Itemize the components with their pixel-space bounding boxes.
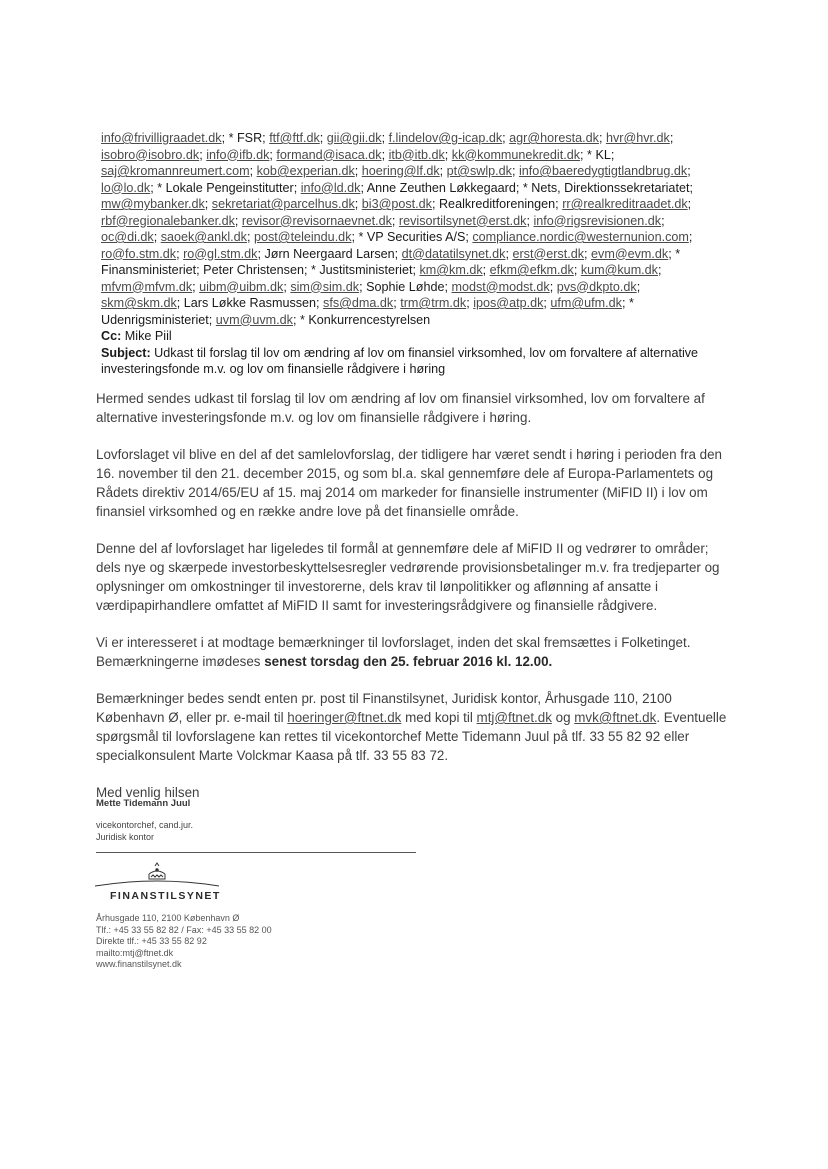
recipient-text: ; <box>669 131 674 145</box>
recipient-text: ; <box>502 131 510 145</box>
recipient-text: ; <box>354 164 362 178</box>
recipient-text: ; Anne Zeuthen Løkkegaard; * Nets, Direktionssekretariatet; <box>360 180 693 195</box>
signature-divider <box>96 852 416 854</box>
recipient-email-link[interactable]: sfs@dma.dk <box>323 296 394 310</box>
recipient-text: ; <box>636 279 641 294</box>
recipient-email-link[interactable]: mw@mybanker.dk <box>101 197 205 211</box>
letter-body <box>96 389 736 820</box>
deadline-text: Vi er interesseret i at modtage bemærkninger til lovforslaget, inden det skal fremsættes i Folketinget. Bemærkningerne imødeses <box>96 635 691 669</box>
recipient-text: ; * FSR; <box>221 131 270 145</box>
recipient-email-link[interactable]: ro@gl.stm.dk <box>183 246 258 261</box>
recipient-email-link[interactable]: info@ifb.dk <box>206 147 270 162</box>
recipient-email-link[interactable]: skm@skm.dk <box>101 296 177 310</box>
recipient-email-link[interactable]: revisortilsynet@erst.dk <box>398 213 527 228</box>
recipient-text: ; <box>543 296 551 310</box>
recipient-email-link[interactable]: ufm@ufm.dk <box>550 296 622 310</box>
recipient-text: ; <box>687 197 692 211</box>
recipient-text: ; <box>153 230 161 244</box>
recipient-text: ; <box>234 213 242 228</box>
recipient-email-link[interactable]: oc@di.dk <box>101 230 154 244</box>
cc-line <box>101 328 741 345</box>
recipient-email-link[interactable]: itb@itb.dk <box>388 147 445 162</box>
mtj-email-link[interactable]: mtj@ftnet.dk <box>476 710 552 725</box>
recipient-email-link[interactable]: kob@experian.dk <box>256 164 355 178</box>
recipient-text: ; * <box>668 246 681 261</box>
recipient-email-link[interactable]: formand@isaca.dk <box>276 147 382 162</box>
subject-text: Udkast til forslag til lov om ændring af lov om finansiel virksomhed, lov om forvaltere af alternative investeringsfonde m.v. og lov om finansielle rådgivere i høring <box>101 345 699 376</box>
recipient-text: ; Jørn Neergaard Larsen; <box>257 246 402 261</box>
submission-text-d: . Eventuelle spørgsmål til lovforslagene kan rettes til vicekontorchef Mette Tidemann Juul på tlf. 33 55 82 92 eller specialkonsulent Marte Volckmar Kaasa på tlf. 33 55 83 72. <box>96 710 727 763</box>
signature-block <box>96 798 516 843</box>
recipient-email-link[interactable]: rr@realkreditraadet.dk <box>562 197 688 211</box>
recipient-email-link[interactable]: saoek@ankl.dk <box>160 230 247 244</box>
recipient-text: ; <box>511 164 519 178</box>
recipient-email-link[interactable]: kum@kum.dk <box>580 263 658 277</box>
recipient-email-link[interactable]: revisor@revisornaevnet.dk <box>241 213 392 228</box>
recipient-text: ; <box>466 296 474 310</box>
recipient-email-link[interactable]: info@frivilligraadet.dk <box>101 131 222 145</box>
recipient-line <box>101 295 741 312</box>
recipient-email-link[interactable]: lo@lo.dk <box>101 180 151 195</box>
email-header <box>101 130 741 378</box>
recipient-email-link[interactable]: ro@fo.stm.dk <box>101 246 177 261</box>
recipient-email-link[interactable]: agr@horesta.dk <box>509 131 599 145</box>
recipient-text: ; <box>482 263 490 277</box>
recipient-line <box>101 130 741 147</box>
recipient-email-link[interactable]: km@km.dk <box>419 263 483 277</box>
paragraph-context: Lovforslaget vil blive en del af det samlelovforslag, der tidligere har været sendt i høring i perioden fra den 16. november til den 21. december 2015, og som bl.a. skal gennemføre dele af Europa-Parlamentets og Rådets direktiv 2014/65/EU af 15. maj 2014 om markeder for finansielle instrumenter (MiFID II) i lov om finansiel virksomhed og en række andre love på det finansielle område. <box>96 447 722 519</box>
signer-title: vicekontorchef, cand.jur. <box>96 820 194 830</box>
recipient-text: ; <box>246 230 254 244</box>
closing-greeting: Med venlig hilsen <box>96 785 200 800</box>
recipient-line <box>101 213 741 230</box>
recipient-email-link[interactable]: info@baeredygtigtlandbrug.dk <box>518 164 688 178</box>
recipient-email-link[interactable]: dt@datatilsynet.dk <box>401 246 506 261</box>
recipient-email-link[interactable]: efkm@efkm.dk <box>489 263 574 277</box>
deadline-date: senest torsdag den 25. februar 2016 kl. 12.00. <box>264 654 553 669</box>
recipient-email-link[interactable]: post@teleindu.dk <box>253 230 352 244</box>
cc-label: Cc: <box>101 329 122 343</box>
recipient-text: ; <box>573 263 581 277</box>
recipient-email-link[interactable]: mfvm@mfvm.dk <box>101 279 193 294</box>
recipient-text: ; * <box>621 296 634 310</box>
recipient-text: ; <box>598 131 606 145</box>
recipient-email-link[interactable]: ftf@ftf.dk <box>269 131 320 145</box>
recipient-email-link[interactable]: sekretariat@parcelhus.dk <box>211 197 355 211</box>
subject-line <box>101 345 741 378</box>
recipient-text: ; <box>319 131 327 145</box>
recipient-text: ; <box>584 246 592 261</box>
recipient-line <box>101 196 741 213</box>
recipient-text: ; <box>176 246 184 261</box>
recipient-email-link[interactable]: saj@kromannreumert.com <box>101 164 250 178</box>
website-link[interactable]: www.finanstilsynet.dk <box>96 959 182 969</box>
contact-details <box>96 913 396 971</box>
recipient-text: ; * VP Securities A/S; <box>351 230 473 244</box>
hoeringer-email-link[interactable]: hoeringer@ftnet.dk <box>287 710 402 725</box>
recipient-email-link[interactable]: modst@modst.dk <box>451 279 550 294</box>
recipient-email-link[interactable]: rbf@regionalebanker.dk <box>101 213 235 228</box>
recipient-text: ; * Konkurrencestyrelsen <box>292 312 431 327</box>
paragraph-purpose: Denne del af lovforslaget har ligeledes til formål at gennemføre dele af MiFID II og vedrører to områder; dels nye og skærpede investorbeskyttelsesregler vedrørende provisionsbetalinger m.v. fra tredjeparter og oplysninger om omkostninger til investorerne, dels krav til lønpolitikker og aflønning af ansatte i værdipapirhandlere omfattet af MiFID II samt for investeringsrådgivere og finansielle rådgivere. <box>96 541 720 613</box>
recipient-email-link[interactable]: hvr@hvr.dk <box>605 131 670 145</box>
paragraph-submission <box>96 689 736 765</box>
recipient-line <box>101 279 741 296</box>
recipient-email-link[interactable]: evm@evm.dk <box>591 246 669 261</box>
recipient-text: ; <box>199 147 207 162</box>
subject-label: Subject: <box>101 345 151 360</box>
cc-value: Mike Piil <box>121 329 172 343</box>
recipient-text: ; <box>687 164 691 178</box>
recipient-text: ; <box>439 164 447 178</box>
recipient-email-link[interactable]: isobro@isobro.dk <box>101 147 200 162</box>
recipient-line <box>101 262 741 279</box>
submission-text-a: Bemærkninger bedes sendt enten pr. post til Finanstilsynet, Juridisk kontor, Århusgade 110, 2100 København Ø, eller pr. e-mail til <box>96 691 672 725</box>
recipient-text: ; <box>283 279 291 294</box>
mvk-email-link[interactable]: mvk@ftnet.dk <box>574 710 657 725</box>
recipient-email-link[interactable]: uvm@uvm.dk <box>215 312 293 327</box>
recipient-email-link[interactable]: kk@kommunekredit.dk <box>451 147 581 162</box>
recipient-email-link[interactable]: info@ld.dk <box>300 180 361 195</box>
recipient-email-link[interactable]: bi3@post.dk <box>361 197 432 211</box>
recipient-text: ; * Lokale Pengeinstitutter; <box>150 180 301 195</box>
recipient-text: Udenrigsministeriet; <box>101 312 216 327</box>
recipient-email-link[interactable]: hoering@lf.dk <box>361 164 440 178</box>
recipient-text: ; <box>354 197 362 211</box>
recipient-text: ; <box>192 279 200 294</box>
paragraph-intro: Hermed sendes udkast til forslag til lov om ændring af lov om finansiel virksomhed, lov om forvaltere af alternative investeringsfonde m.v. og lov om finansielle rådgivere i høring. <box>96 391 705 425</box>
recipient-text: ; <box>381 131 389 145</box>
phone-line: Tlf.: +45 33 55 82 82 / Fax: +45 33 55 82 00 <box>96 924 272 935</box>
recipient-email-link[interactable]: pvs@dkpto.dk <box>556 279 637 294</box>
recipient-line <box>101 147 741 164</box>
recipient-text: ; <box>661 213 665 228</box>
recipient-text: ; Realkreditforeningen; <box>431 197 563 211</box>
recipient-email-link[interactable]: ipos@atp.dk <box>473 296 544 310</box>
recipient-email-link[interactable]: info@rigsrevisionen.dk <box>533 213 662 228</box>
recipient-text: ; <box>393 296 401 310</box>
recipient-email-link[interactable]: gii@gii.dk <box>326 131 382 145</box>
recipient-line <box>101 246 741 263</box>
recipient-text: ; <box>505 246 513 261</box>
address-line: Århusgade 110, 2100 København Ø <box>96 913 240 923</box>
recipient-text: ; <box>391 213 399 228</box>
recipient-line <box>101 312 741 329</box>
direct-phone-line: Direkte tlf.: +45 33 55 82 92 <box>96 936 207 946</box>
recipient-email-link[interactable]: f.lindelov@g-icap.dk <box>388 131 503 145</box>
recipient-text: ; <box>381 147 389 162</box>
mailto-link[interactable]: mailto:mtj@ftnet.dk <box>96 947 174 958</box>
recipient-text: ; <box>688 230 693 244</box>
recipient-text: ; Sophie Løhde; <box>359 279 452 294</box>
recipient-email-link[interactable]: pt@swlp.dk <box>446 164 512 178</box>
recipient-email-link[interactable]: trm@trm.dk <box>400 296 467 310</box>
recipient-text: ; Lars Løkke Rasmussen; <box>176 296 324 310</box>
recipient-line <box>101 229 741 246</box>
recipient-email-link[interactable]: uibm@uibm.dk <box>199 279 284 294</box>
recipient-text: ; <box>657 263 662 277</box>
recipient-line <box>101 163 741 180</box>
recipient-text: Finansministeriet; Peter Christensen; * Justitsministeriet; <box>101 263 420 277</box>
recipient-line <box>101 180 741 197</box>
recipient-email-link[interactable]: sim@sim.dk <box>290 279 360 294</box>
submission-text-b: med kopi til <box>401 710 477 725</box>
finanstilsynet-logo-text: FINANSTILSYNET <box>110 890 221 902</box>
recipient-email-link[interactable]: compliance.nordic@westernunion.com <box>472 230 689 244</box>
recipient-text: ; <box>444 147 452 162</box>
paragraph-deadline <box>96 633 736 671</box>
recipient-text: ; * KL; <box>580 147 615 162</box>
signer-name: Mette Tidemann Juul <box>96 798 191 809</box>
submission-text-c: og <box>551 710 575 725</box>
recipient-text: ; <box>549 279 557 294</box>
recipient-list <box>101 130 741 328</box>
recipient-text: ; <box>269 147 277 162</box>
recipient-text: ; <box>204 197 212 211</box>
recipient-email-link[interactable]: erst@erst.dk <box>512 246 585 261</box>
signer-department: Juridisk kontor <box>96 832 155 842</box>
recipient-text: ; <box>249 164 257 178</box>
recipient-text: ; <box>526 213 534 228</box>
